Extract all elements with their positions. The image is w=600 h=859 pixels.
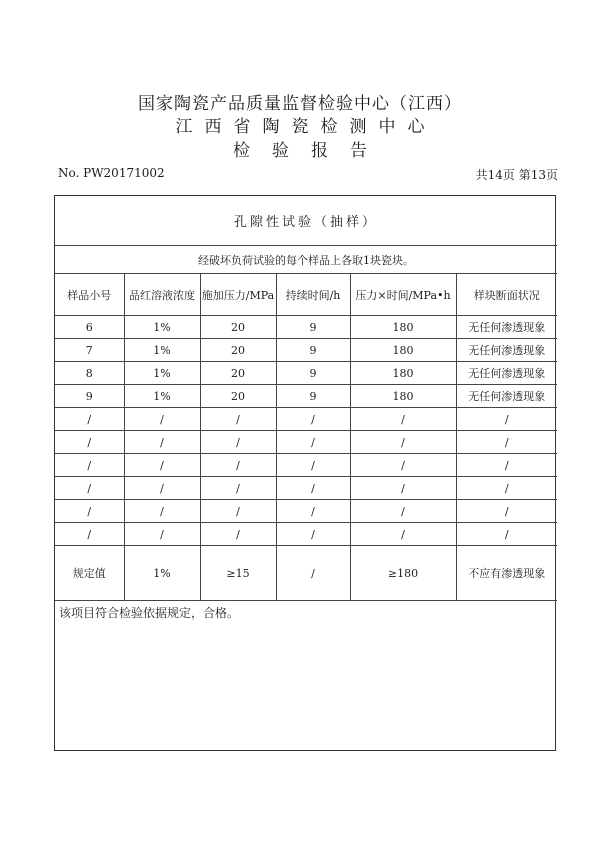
column-header: 样块断面状况 [456, 274, 557, 316]
spec-cell: ≥180 [350, 546, 456, 601]
table-cell: / [456, 500, 557, 523]
table-row [55, 500, 557, 523]
table-cell: / [55, 477, 124, 500]
table-cell: / [456, 408, 557, 431]
table-row [55, 454, 557, 477]
report-title-type: 检验报告 [233, 141, 389, 161]
table-cell: / [124, 454, 200, 477]
table-cell: / [350, 477, 456, 500]
table-cell: 20 [200, 339, 276, 362]
table-cell: / [456, 454, 557, 477]
spec-row [55, 546, 557, 601]
table-cell: 1% [124, 362, 200, 385]
table-cell: 无任何渗透现象 [456, 385, 557, 408]
table-row [55, 523, 557, 546]
table-cell: 9 [276, 385, 350, 408]
table-cell: 无任何渗透现象 [456, 316, 557, 339]
table-cell: 20 [200, 385, 276, 408]
column-header: 施加压力/MPa [200, 274, 276, 316]
table-cell: / [276, 408, 350, 431]
spec-cell: 不应有渗透现象 [456, 546, 557, 601]
table-cell: / [200, 523, 276, 546]
table-cell: / [200, 477, 276, 500]
column-header: 持续时间/h [276, 274, 350, 316]
table-row [55, 477, 557, 500]
table-cell: / [55, 454, 124, 477]
test-note: 经破坏负荷试验的每个样品上各取1块瓷块。 [55, 246, 557, 274]
table-cell: 180 [350, 362, 456, 385]
spec-cell: / [276, 546, 350, 601]
table-cell: / [124, 408, 200, 431]
table-cell: 9 [276, 362, 350, 385]
table-cell: / [350, 408, 456, 431]
table-cell: / [55, 431, 124, 454]
table-cell: 无任何渗透现象 [456, 339, 557, 362]
report-number: No. PW20171002 [58, 166, 165, 180]
table-cell: / [350, 454, 456, 477]
table-row [55, 408, 557, 431]
table-cell: 无任何渗透现象 [456, 362, 557, 385]
column-header: 品红溶液浓度 [124, 274, 200, 316]
table-row [55, 431, 557, 454]
page-info: 共14页 第13页 [475, 168, 558, 182]
table-cell: / [350, 500, 456, 523]
table-row [55, 385, 557, 408]
table-header-row [55, 274, 557, 316]
table-cell: 1% [124, 316, 200, 339]
table-cell: / [456, 523, 557, 546]
table-cell: / [456, 477, 557, 500]
table-cell: 1% [124, 385, 200, 408]
table-row [55, 339, 557, 362]
table-cell: / [350, 431, 456, 454]
table-cell: / [276, 454, 350, 477]
table-cell: 180 [350, 339, 456, 362]
table-cell: / [55, 523, 124, 546]
table-row [55, 362, 557, 385]
table-cell: / [55, 408, 124, 431]
column-header: 样品小号 [55, 274, 124, 316]
test-title: 孔隙性试验（抽样） [55, 196, 557, 246]
table-cell: 9 [55, 385, 124, 408]
table-cell: / [124, 500, 200, 523]
table-cell: / [276, 523, 350, 546]
table-cell: 180 [350, 385, 456, 408]
table-cell: 6 [55, 316, 124, 339]
table-cell: 20 [200, 316, 276, 339]
test-table [55, 196, 557, 601]
table-cell: / [276, 431, 350, 454]
table-cell: / [200, 500, 276, 523]
table-cell: / [200, 431, 276, 454]
table-cell: 8 [55, 362, 124, 385]
report-box [54, 195, 556, 751]
table-cell: / [124, 523, 200, 546]
table-cell: / [200, 454, 276, 477]
table-cell: / [55, 500, 124, 523]
column-header: 压力×时间/MPa•h [350, 274, 456, 316]
table-cell: / [276, 477, 350, 500]
table-cell: 20 [200, 362, 276, 385]
table-cell: 9 [276, 339, 350, 362]
table-cell: / [124, 477, 200, 500]
spec-cell: ≥15 [200, 546, 276, 601]
report-title-center: 江西省陶瓷检测中心 [175, 117, 437, 137]
spec-cell: 1% [124, 546, 200, 601]
spec-cell: 规定值 [55, 546, 124, 601]
table-cell: 9 [276, 316, 350, 339]
table-cell: 180 [350, 316, 456, 339]
table-cell: / [124, 431, 200, 454]
table-cell: 1% [124, 339, 200, 362]
table-cell: 7 [55, 339, 124, 362]
report-title-institute: 国家陶瓷产品质量监督检验中心（江西） [138, 94, 462, 114]
table-row [55, 316, 557, 339]
table-cell: / [276, 500, 350, 523]
conclusion-text: 该项目符合检验依据规定，合格。 [59, 606, 240, 620]
table-cell: / [456, 431, 557, 454]
table-cell: / [200, 408, 276, 431]
table-cell: / [350, 523, 456, 546]
